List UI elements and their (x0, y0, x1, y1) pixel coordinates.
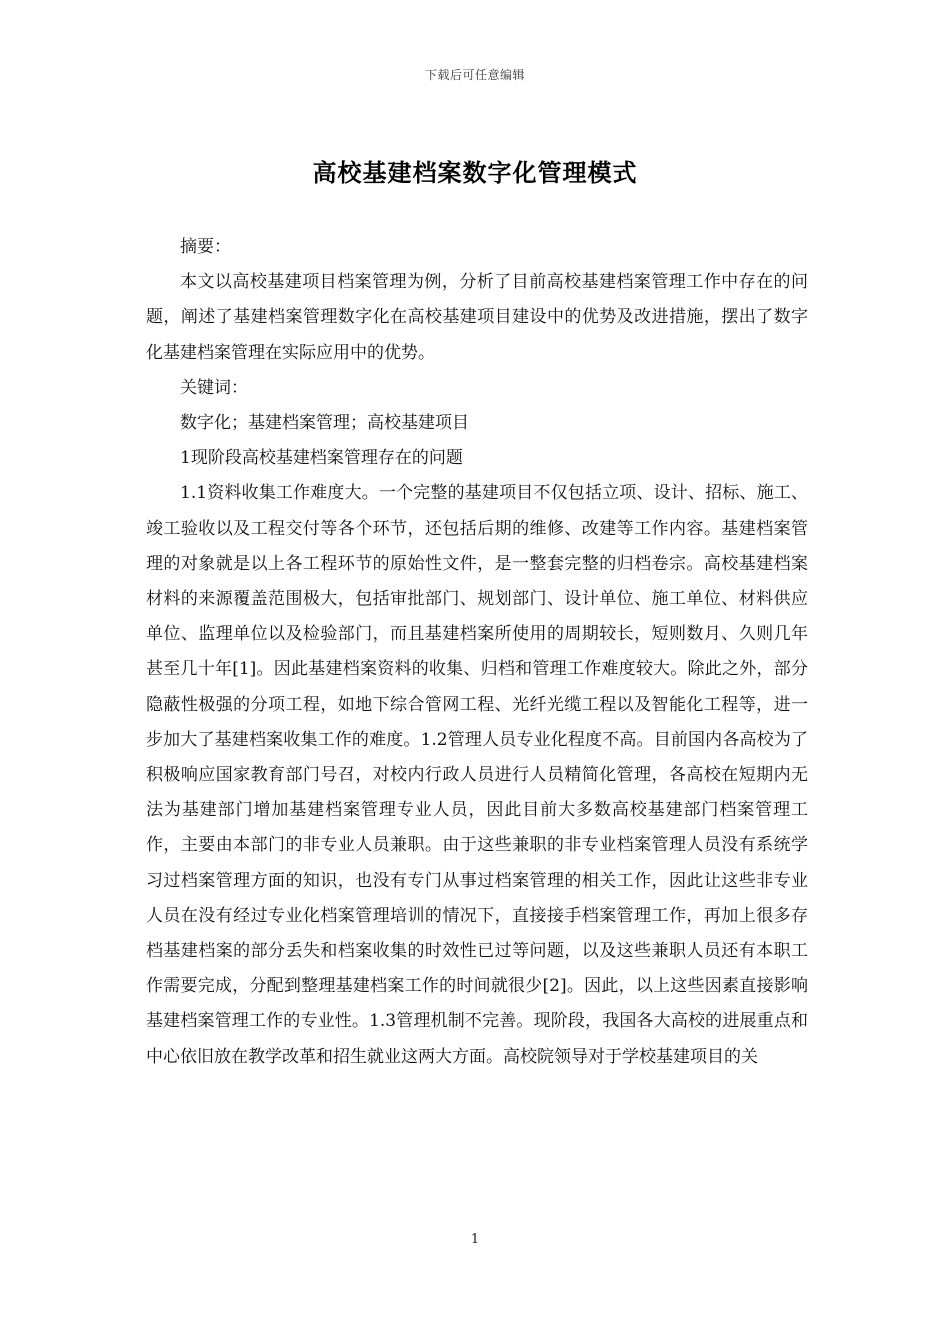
page-number: 1 (470, 1232, 480, 1247)
body-paragraph: 1.1资料收集工作难度大。一个完整的基建项目不仅包括立项、设计、招标、施工、竣工验收以及工程交付等各个环节，还包括后期的维修、改建等工作内容。基建档案管理的对象就是以上各工程环节的原始性文件，是一整套完整的归档卷宗。高校基建档案材料的来源覆盖范围极大，包括审批部门、规划部门、设计单位、施工单位、材料供应单位、监理单位以及检验部门，而且基建档案所使用的周期较长，短则数月、久则几年甚至几十年[1]。因此基建档案资料的收集、归档和管理工作难度较大。除此之外，部分隐蔽性极强的分项工程，如地下综合管网工程、光纤光缆工程以及智能化工程等，进一步加大了基建档案收集工作的难度。1.2管理人员专业化程度不高。目前国内各高校为了积极响应国家教育部门号召，对校内行政人员进行人员精简化管理，各高校在短期内无法为基建部门增加基建档案管理专业人员，因此目前大多数高校基建部门档案管理工作，主要由本部门的非专业人员兼职。由于这些兼职的非专业档案管理人员没有系统学习过档案管理方面的知识，也没有专门从事过档案管理的相关工作，因此让这些非专业人员在没有经过专业化档案管理培训的情况下，直接接手档案管理工作，再加上很多存档基建档案的部分丢失和档案收集的时效性已过等问题，以及这些兼职人员还有本职工作需要完成，分配到整理基建档案工作的时间就很少[2]。因此，以上这些因素直接影响基建档案管理工作的专业性。1.3管理机制不完善。现阶段，我国各大高校的进展重点和中心依旧放在教学改革和招生就业这两大方面。高校院领导对于学校基建项目的关 (146, 483, 808, 1067)
keywords-text: 数字化；基建档案管理；高校基建项目 (180, 413, 469, 434)
keywords-label: 关键词： (180, 377, 248, 398)
document-title: 高校基建档案数字化管理模式 (312, 158, 638, 187)
section-heading: 1现阶段高校基建档案管理存在的问题 (180, 448, 463, 469)
abstract-label: 摘要： (180, 237, 231, 257)
header-note: 下载后可任意编辑 (424, 68, 525, 82)
abstract-text: 本文以高校基建项目档案管理为例，分析了目前高校基建档案管理工作中存在的问题，阐述了基建档案管理数字化在高校基建项目建设中的优势及改进措施，摆出了数字化基建档案管理在实际应用中的优势。 (146, 272, 808, 363)
document-body (146, 230, 808, 1075)
